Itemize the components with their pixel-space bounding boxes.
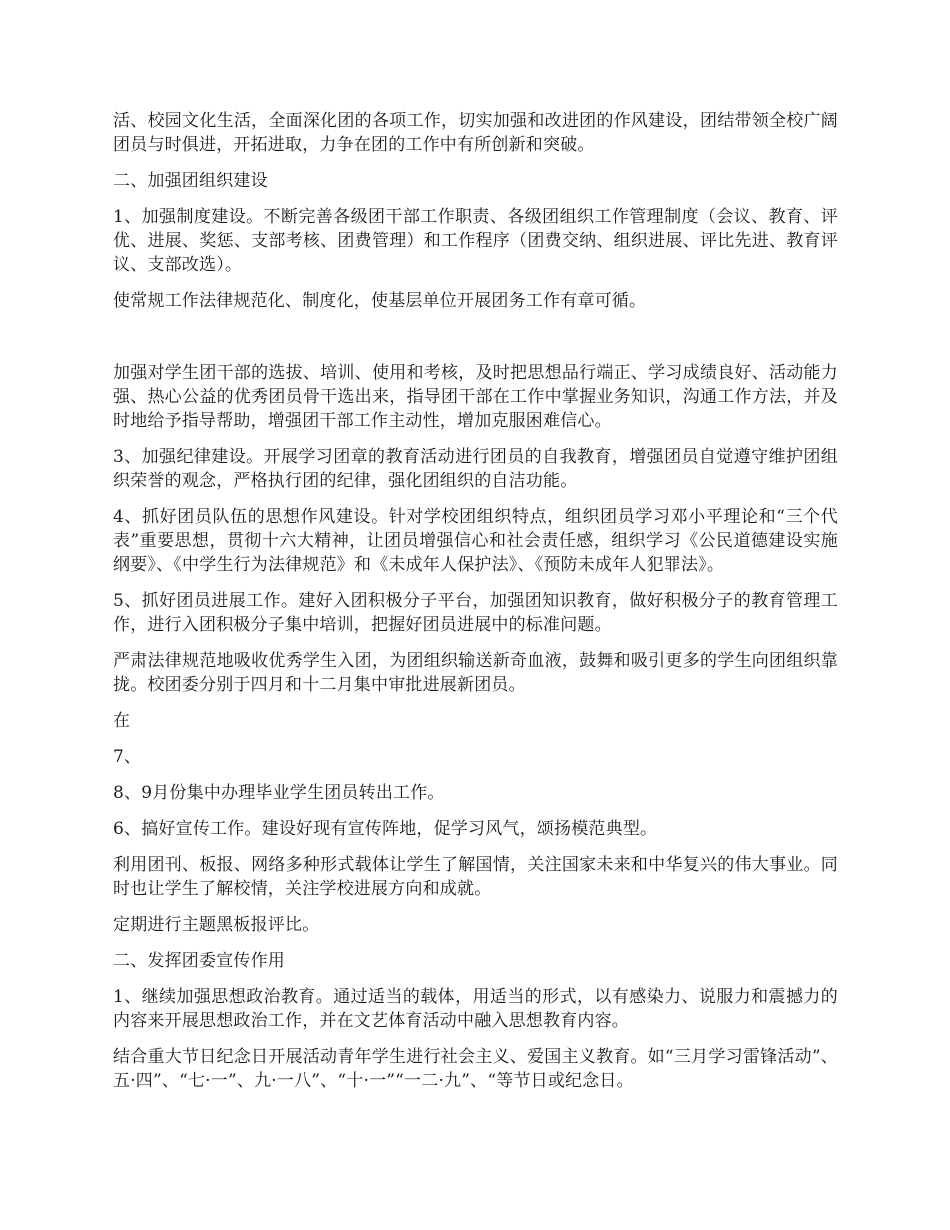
paragraph-standardization: 使常规工作法律规范化、制度化，使基层单位开展团务工作有章可循。 [113,291,647,311]
paragraph-admission: 严肃法律规范地吸收优秀学生入团，为团组织输送新奇血液，鼓舞和吸引更多的学生向团组织靠拢。校团委分别于四月和十二月集中审批进展新团员。 [113,651,838,695]
paragraph-cadre-training: 加强对学生团干部的选拔、培训、使用和考核，及时把思想品行端正、学习成绩良好、活动能力强、热心公益的优秀团员骨干选出来，指导团干部在工作中掌握业务知识，沟通工作方法，并及时地给予指导帮助，增强团干部工作主动性，增加克服困难信心。 [113,363,838,431]
paragraph-intro: 活、校园文化生活，全面深化团的各项工作，切实加强和改进团的作风建设，团结带领全校广阔团员与时俱进，开拓进取，力争在团的工作中有所创新和突破。 [113,111,838,155]
section-heading-publicity: 二、发挥团委宣传作用 [113,951,285,971]
paragraph-fragment-zai: 在 [113,711,131,731]
paragraph-political-education: 1、继续加强思想政治教育。通过适当的载体，用适当的形式，以有感染力、说服力和震撼力的内容来开展思想政治工作，并在文艺体育活动中融入思想教育内容。 [113,987,838,1031]
paragraph-member-development: 5、抓好团员进展工作。建好入团积极分子平台，加强团知识教育，做好积极分子的教育管理工作，进行入团积极分子集中培训，把握好团员进展中的标准问题。 [113,591,838,635]
paragraph-media-channels: 利用团刊、板报、网络多种形式载体让学生了解国情，关注国家未来和中华复兴的伟大事业。同时也让学生了解校情，关注学校进展方向和成就。 [113,855,838,899]
paragraph-publicity: 6、搞好宣传工作。建设好现有宣传阵地，促学习风气，颂扬模范典型。 [113,819,658,839]
paragraph-blackboard: 定期进行主题黑板报评比。 [113,915,320,935]
document-body [113,109,838,1105]
section-heading-organization: 二、加强团组织建设 [113,171,268,191]
paragraph-system-building: 1、加强制度建设。不断完善各级团干部工作职责、各级团组织工作管理制度（会议、教育、评优、进展、奖惩、支部考核、团费管理）和工作程序（团费交纳、组织进展、评比先进、教育评议、支部改选）。 [113,207,838,275]
blank-spacer [113,325,838,361]
paragraph-graduate-transfer: 8、9月份集中办理毕业学生团员转出工作。 [113,783,445,803]
paragraph-discipline: 3、加强纪律建设。开展学习团章的教育活动进行团员的自我教育，增强团员自觉遵守维护团组织荣誉的观念，严格执行团的纪律，强化团组织的自洁功能。 [113,447,838,491]
paragraph-festivals: 结合重大节日纪念日开展活动青年学生进行社会主义、爱国主义教育。如“三月学习雷锋活动”、五·四”、“七·一”、九·一八”、“十·一”“一二·九”、“等节日或纪念日。 [113,1047,838,1091]
paragraph-fragment-seven: 7、 [113,747,142,767]
paragraph-ideology: 4、抓好团员队伍的思想作风建设。针对学校团组织特点，组织团员学习邓小平理论和“三个代表”重要思想，贯彻十六大精神，让团员增强信心和社会责任感，组织学习《公民道德建设实施纲要》、《中学生行为法律规范》和《未成年人保护法》、《预防未成年人犯罪法》。 [113,507,838,575]
